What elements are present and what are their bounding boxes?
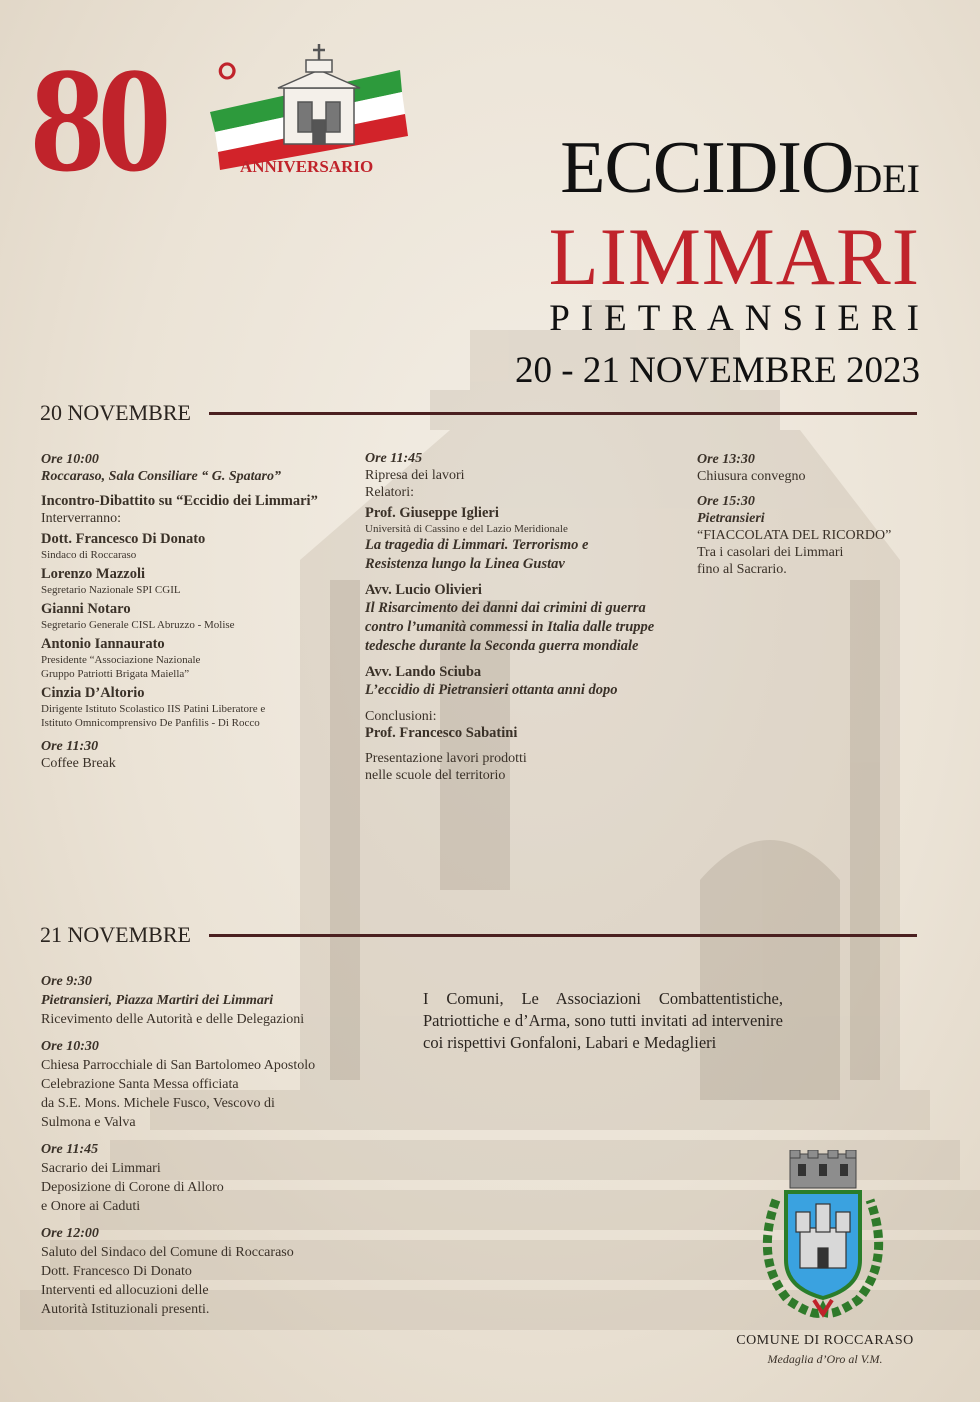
break-label: Coffee Break <box>41 756 116 771</box>
event-desc: fino al Sacrario. <box>697 562 787 577</box>
time-label: Ore 10:00 <box>41 452 99 467</box>
schedule-line: Autorità Istituzionali presenti. <box>41 1302 210 1317</box>
time-label: Ore 11:45 <box>41 1142 99 1157</box>
speaker-name: Prof. Francesco Sabatini <box>365 725 518 741</box>
place-label: Pietransieri <box>697 511 765 526</box>
title-eccidio-word: ECCIDIO <box>560 127 854 209</box>
crown-icon <box>790 1150 856 1188</box>
section-rule <box>209 934 917 937</box>
time-label: Ore 11:30 <box>41 739 99 754</box>
talk-title: La tragedia di Limmari. Terrorismo e <box>365 537 589 553</box>
time-label: Ore 9:30 <box>41 974 92 989</box>
title-limmari: LIMMARI <box>548 211 920 302</box>
comune-motto: Medaglia d’Oro al V.M. <box>767 1352 883 1366</box>
speaker-role: Presidente “Associazione Nazionale <box>41 654 201 666</box>
day1-column-1 <box>41 451 341 772</box>
comune-label: COMUNE DI ROCCARASO <box>736 1333 914 1348</box>
title-block <box>470 127 930 395</box>
section-20-novembre <box>40 400 917 426</box>
schedule-line: Dott. Francesco Di Donato <box>41 1264 192 1279</box>
conclusions-label: Conclusioni: <box>365 709 437 724</box>
speaker-role: Sindaco di Roccaraso <box>41 549 137 561</box>
time-label: Ore 11:45 <box>365 451 423 466</box>
speaker-name: Avv. Lucio Olivieri <box>365 582 482 598</box>
time-label: Ore 12:00 <box>41 1226 99 1241</box>
schedule-line: Celebrazione Santa Messa officiata <box>41 1077 239 1092</box>
speaker-name: Lorenzo Mazzoli <box>41 566 146 582</box>
logo-label: ANNIVERSARIO <box>240 157 374 176</box>
talk-title: tedesche durante la Seconda guerra mondiale <box>365 638 639 654</box>
title-eccidio <box>470 127 920 215</box>
section-heading: 20 NOVEMBRE <box>40 400 191 425</box>
schedule-line: Sacrario dei Limmari <box>41 1161 161 1176</box>
roccaraso-crest-icon <box>748 1150 898 1330</box>
event-title: Incontro-Dibattito su “Eccidio dei Limmari” <box>41 493 318 509</box>
speakers-label: Interverranno: <box>41 511 122 526</box>
title-dates: 20 - 21 NOVEMBRE 2023 <box>515 350 920 391</box>
presentation-label: nelle scuole del territorio <box>365 768 506 783</box>
anniversary-logo <box>30 40 420 200</box>
place-label: Roccaraso, Sala Consiliare “ G. Spataro” <box>41 469 281 484</box>
talk-title: L’eccidio di Pietransieri ottanta anni dopo <box>365 682 618 698</box>
section-heading: 21 NOVEMBRE <box>40 922 191 947</box>
time-label: Ore 13:30 <box>697 452 755 467</box>
schedule-line: Saluto del Sindaco del Comune di Roccaraso <box>41 1245 294 1260</box>
talk-title: contro l’umanità commessi in Italia dalle truppe <box>365 619 655 635</box>
resume-label: Ripresa dei lavori <box>365 468 465 483</box>
speaker-name: Antonio Iannaurato <box>41 636 165 652</box>
speaker-name: Prof. Giuseppe Iglieri <box>365 505 499 521</box>
event-desc: Tra i casolari dei Limmari <box>697 545 844 560</box>
day1-column-3 <box>697 451 937 578</box>
place-label: Pietransieri, Piazza Martiri dei Limmari <box>41 993 274 1008</box>
schedule-line: Ricevimento delle Autorità e delle Delegazioni <box>41 1012 305 1027</box>
title-dei-word: DEI <box>853 156 920 201</box>
event-title: “FIACCOLATA DEL RICORDO” <box>697 528 892 543</box>
speaker-role: Gruppo Patriotti Brigata Maiella” <box>41 668 190 680</box>
speaker-role: Segretario Nazionale SPI CGIL <box>41 584 181 596</box>
speakers-label: Relatori: <box>365 485 414 500</box>
speaker-name: Cinzia D’Altorio <box>41 685 145 701</box>
logo-degree: ° <box>216 51 239 113</box>
invitation-text: I Comuni, Le Associazioni Combattentistiche, Patriottiche e d’Arma, sono tutti invitati ad intervenire coi rispettivi Gonfaloni, Labari e Medaglieri <box>423 989 783 1052</box>
talk-title: Il Risarcimento dei danni dai crimini di guerra <box>365 600 646 616</box>
speaker-role: Dirigente Istituto Scolastico IIS Patini Liberatore e <box>41 703 266 715</box>
time-label: Ore 10:30 <box>41 1039 99 1054</box>
speaker-role: Università di Cassino e del Lazio Meridionale <box>365 523 568 535</box>
castle-icon <box>796 1204 850 1268</box>
day1-column-2 <box>365 450 695 784</box>
chapel-icon <box>278 60 360 144</box>
section-rule <box>209 412 917 415</box>
title-pietransieri: PIETRANSIERI <box>549 298 930 339</box>
talk-title: Resistenza lungo la Linea Gustav <box>365 556 565 572</box>
schedule-line: Chiesa Parrocchiale di San Bartolomeo Apostolo <box>41 1058 316 1073</box>
schedule-line: Deposizione di Corone di Alloro <box>41 1180 224 1195</box>
day2-schedule <box>41 972 371 1319</box>
schedule-line: Interventi ed allocuzioni delle <box>41 1283 209 1298</box>
close-label: Chiusura convegno <box>697 469 806 484</box>
schedule-line: da S.E. Mons. Michele Fusco, Vescovo di <box>41 1096 275 1111</box>
speaker-name: Gianni Notaro <box>41 601 131 617</box>
section-21-novembre <box>40 922 917 948</box>
speaker-role: Istituto Omnicomprensivo De Panfilis - Di Rocco <box>41 717 260 729</box>
presentation-label: Presentazione lavori prodotti <box>365 751 527 766</box>
schedule-line: e Onore ai Caduti <box>41 1199 141 1214</box>
speaker-name: Avv. Lando Sciuba <box>365 664 482 680</box>
time-label: Ore 15:30 <box>697 494 755 509</box>
schedule-line: Sulmona e Valva <box>41 1115 136 1130</box>
speaker-name: Dott. Francesco Di Donato <box>41 531 206 547</box>
logo-number: 80 <box>30 40 164 200</box>
speaker-role: Segretario Generale CISL Abruzzo - Molise <box>41 619 235 631</box>
